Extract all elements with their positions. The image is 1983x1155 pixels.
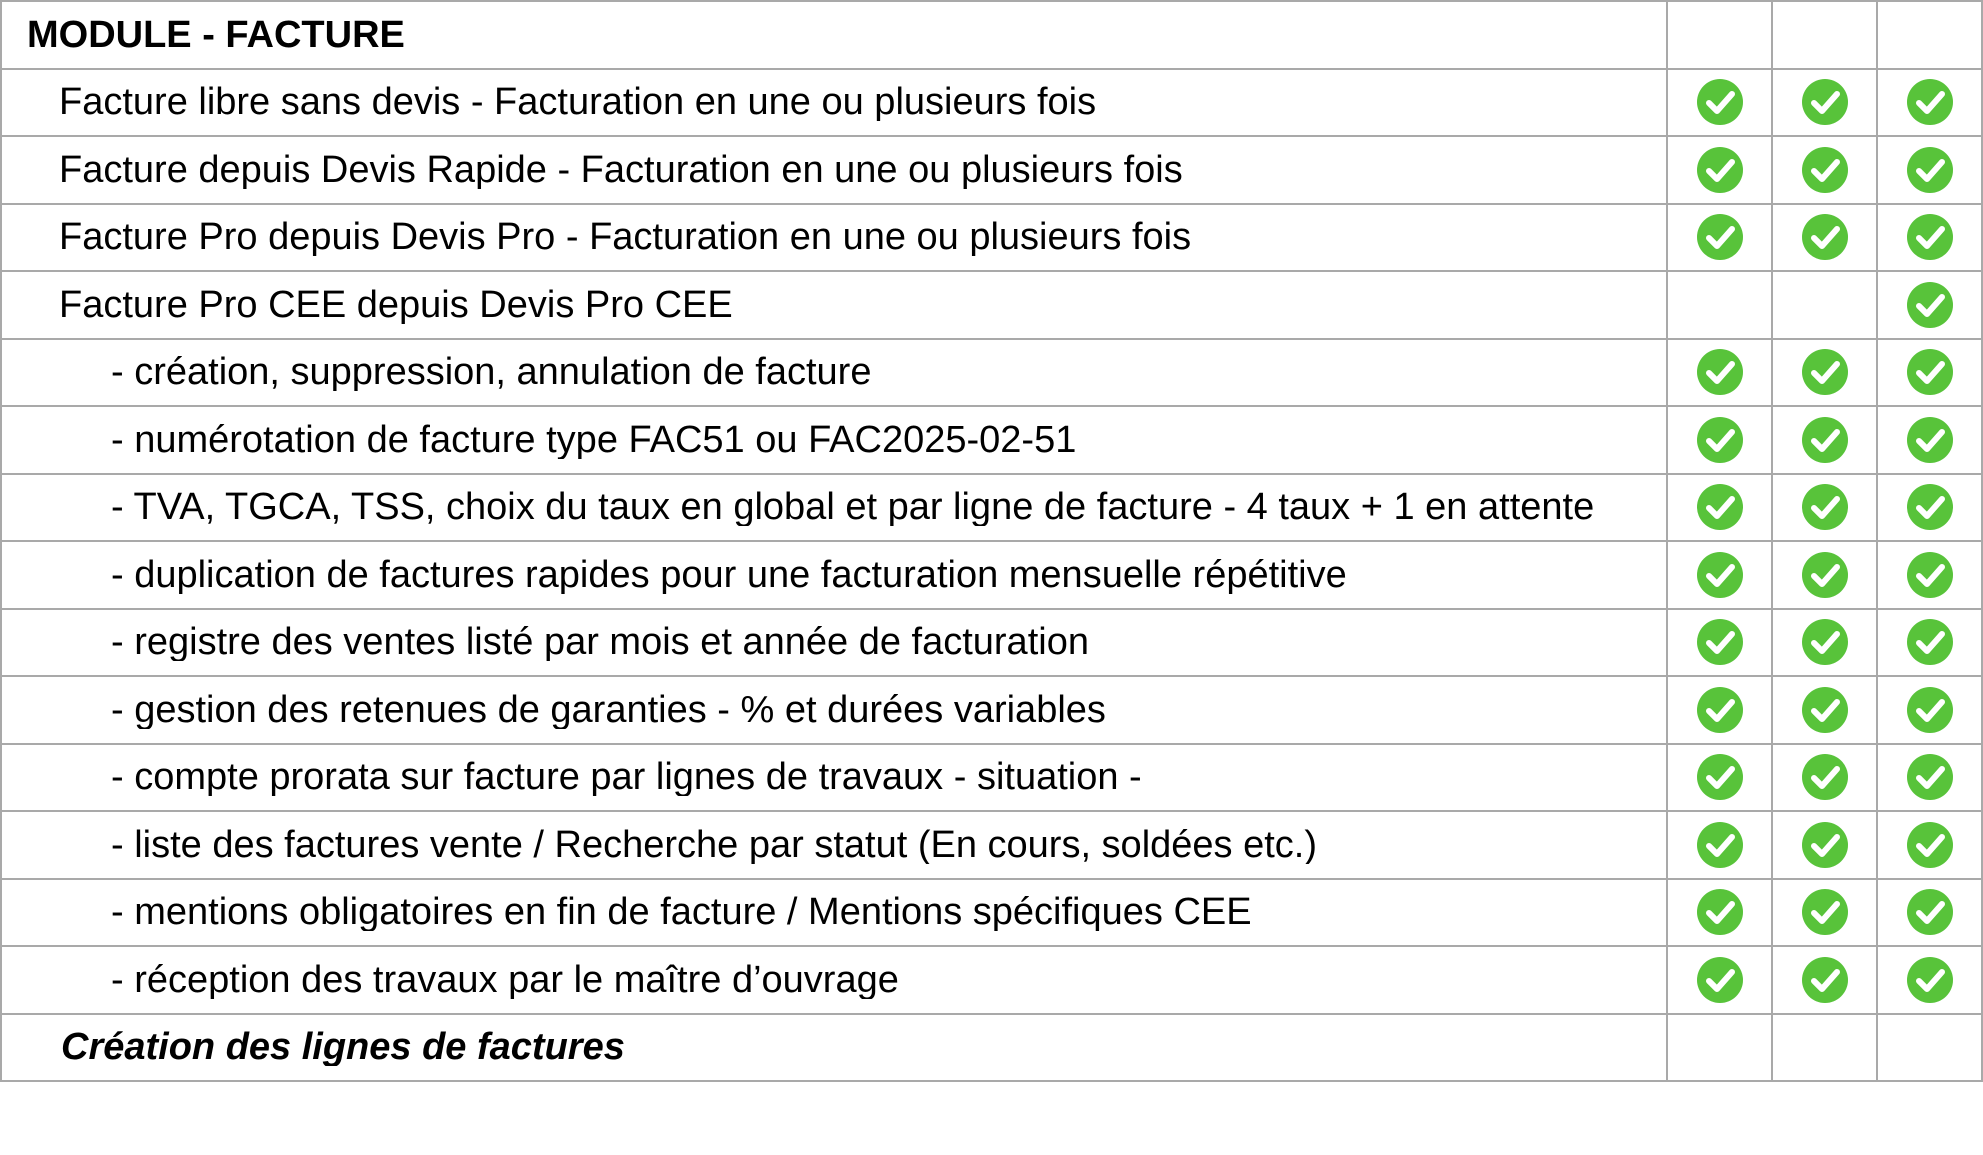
check-circle-icon xyxy=(1696,213,1744,261)
plan-1-cell xyxy=(1667,406,1772,474)
feature-label-cell xyxy=(1,541,1667,609)
module-title: MODULE - FACTURE xyxy=(27,15,405,54)
plan-3-cell xyxy=(1877,541,1982,609)
feature-label-cell xyxy=(1,406,1667,474)
feature-label-cell xyxy=(1,1014,1667,1082)
feature-label-cell xyxy=(1,474,1667,542)
plan-1-cell xyxy=(1667,69,1772,137)
feature-label: - duplication de factures rapides pour une facturation mensuelle répétitive xyxy=(111,555,1347,594)
check-circle-icon xyxy=(1906,618,1954,666)
plan-3-cell xyxy=(1877,946,1982,1014)
feature-label: - TVA, TGCA, TSS, choix du taux en global et par ligne de facture - 4 taux + 1 en attente xyxy=(111,488,1595,527)
check-circle-icon xyxy=(1696,888,1744,936)
table-row xyxy=(1,541,1982,609)
feature-label: Facture Pro depuis Devis Pro - Facturation en une ou plusieurs fois xyxy=(59,218,1192,257)
feature-label: - mentions obligatoires en fin de facture / Mentions spécifiques CEE xyxy=(111,893,1252,932)
table-row xyxy=(1,136,1982,204)
plan-1-cell xyxy=(1667,204,1772,272)
plan-3-cell xyxy=(1877,136,1982,204)
plan-2-cell xyxy=(1772,1,1877,69)
feature-label-cell xyxy=(1,811,1667,879)
plan-1-cell xyxy=(1667,676,1772,744)
plan-1-cell xyxy=(1667,271,1772,339)
plan-2-cell xyxy=(1772,946,1877,1014)
table-row xyxy=(1,406,1982,474)
section-header-row xyxy=(1,1014,1982,1082)
check-circle-icon xyxy=(1801,888,1849,936)
plan-3-cell xyxy=(1877,879,1982,947)
check-circle-icon xyxy=(1696,146,1744,194)
check-circle-icon xyxy=(1906,78,1954,126)
section-title: Création des lignes de factures xyxy=(61,1028,625,1067)
feature-label-cell xyxy=(1,1,1667,69)
check-circle-icon xyxy=(1801,348,1849,396)
plan-3-cell xyxy=(1877,204,1982,272)
check-circle-icon xyxy=(1906,146,1954,194)
check-circle-icon xyxy=(1801,753,1849,801)
plan-3-cell xyxy=(1877,69,1982,137)
feature-label: - compte prorata sur facture par lignes de travaux - situation - xyxy=(111,758,1142,797)
feature-label-cell xyxy=(1,204,1667,272)
plan-1-cell xyxy=(1667,1014,1772,1082)
feature-label: - numérotation de facture type FAC51 ou FAC2025-02-51 xyxy=(111,420,1077,459)
feature-label-cell xyxy=(1,136,1667,204)
feature-label: - réception des travaux par le maître d’ouvrage xyxy=(111,960,899,999)
check-circle-icon xyxy=(1906,281,1954,329)
check-circle-icon xyxy=(1696,483,1744,531)
feature-label: - gestion des retenues de garanties - % et durées variables xyxy=(111,690,1106,729)
feature-table-body xyxy=(1,1,1982,1081)
plan-3-cell xyxy=(1877,811,1982,879)
plan-2-cell xyxy=(1772,204,1877,272)
check-circle-icon xyxy=(1801,483,1849,531)
plan-2-cell xyxy=(1772,541,1877,609)
plan-3-cell xyxy=(1877,406,1982,474)
plan-3-cell xyxy=(1877,271,1982,339)
table-row xyxy=(1,474,1982,542)
feature-label: - liste des factures vente / Recherche par statut (En cours, soldées etc.) xyxy=(111,825,1317,864)
table-row xyxy=(1,744,1982,812)
table-row xyxy=(1,811,1982,879)
check-circle-icon xyxy=(1801,956,1849,1004)
check-circle-icon xyxy=(1906,686,1954,734)
check-circle-icon xyxy=(1906,483,1954,531)
plan-2-cell xyxy=(1772,879,1877,947)
feature-label-cell xyxy=(1,744,1667,812)
plan-3-cell xyxy=(1877,609,1982,677)
plan-1-cell xyxy=(1667,1,1772,69)
feature-label-cell xyxy=(1,339,1667,407)
plan-1-cell xyxy=(1667,541,1772,609)
plan-2-cell xyxy=(1772,1014,1877,1082)
check-circle-icon xyxy=(1906,753,1954,801)
feature-label-cell xyxy=(1,879,1667,947)
plan-1-cell xyxy=(1667,474,1772,542)
plan-3-cell xyxy=(1877,1,1982,69)
feature-label-cell xyxy=(1,946,1667,1014)
check-circle-icon xyxy=(1696,551,1744,599)
check-circle-icon xyxy=(1801,618,1849,666)
plan-2-cell xyxy=(1772,406,1877,474)
check-circle-icon xyxy=(1906,888,1954,936)
plan-1-cell xyxy=(1667,744,1772,812)
table-row xyxy=(1,271,1982,339)
table-row xyxy=(1,69,1982,137)
feature-label: - création, suppression, annulation de facture xyxy=(111,353,872,392)
table-row xyxy=(1,609,1982,677)
feature-label-cell xyxy=(1,609,1667,677)
check-circle-icon xyxy=(1906,821,1954,869)
check-circle-icon xyxy=(1696,956,1744,1004)
check-circle-icon xyxy=(1801,821,1849,869)
check-circle-icon xyxy=(1801,146,1849,194)
feature-label-cell xyxy=(1,676,1667,744)
plan-1-cell xyxy=(1667,339,1772,407)
plan-1-cell xyxy=(1667,946,1772,1014)
table-row xyxy=(1,204,1982,272)
plan-3-cell xyxy=(1877,744,1982,812)
plan-2-cell xyxy=(1772,69,1877,137)
check-circle-icon xyxy=(1696,821,1744,869)
check-circle-icon xyxy=(1696,618,1744,666)
plan-1-cell xyxy=(1667,136,1772,204)
plan-2-cell xyxy=(1772,339,1877,407)
plan-1-cell xyxy=(1667,879,1772,947)
plan-3-cell xyxy=(1877,339,1982,407)
plan-2-cell xyxy=(1772,474,1877,542)
feature-label-cell xyxy=(1,69,1667,137)
check-circle-icon xyxy=(1801,78,1849,126)
feature-label: - registre des ventes listé par mois et année de facturation xyxy=(111,623,1089,662)
table-row xyxy=(1,946,1982,1014)
plan-2-cell xyxy=(1772,811,1877,879)
feature-label: Facture depuis Devis Rapide - Facturation en une ou plusieurs fois xyxy=(59,150,1183,189)
check-circle-icon xyxy=(1906,348,1954,396)
check-circle-icon xyxy=(1906,416,1954,464)
table-row xyxy=(1,879,1982,947)
table-row xyxy=(1,339,1982,407)
plan-2-cell xyxy=(1772,676,1877,744)
plan-3-cell xyxy=(1877,474,1982,542)
check-circle-icon xyxy=(1906,956,1954,1004)
check-circle-icon xyxy=(1696,416,1744,464)
plan-2-cell xyxy=(1772,136,1877,204)
plan-3-cell xyxy=(1877,676,1982,744)
plan-3-cell xyxy=(1877,1014,1982,1082)
plan-1-cell xyxy=(1667,609,1772,677)
feature-label-cell xyxy=(1,271,1667,339)
plan-2-cell xyxy=(1772,744,1877,812)
plan-1-cell xyxy=(1667,811,1772,879)
check-circle-icon xyxy=(1801,551,1849,599)
check-circle-icon xyxy=(1906,551,1954,599)
plan-2-cell xyxy=(1772,609,1877,677)
module-header-row xyxy=(1,1,1982,69)
plan-2-cell xyxy=(1772,271,1877,339)
check-circle-icon xyxy=(1696,78,1744,126)
check-circle-icon xyxy=(1801,416,1849,464)
table-row xyxy=(1,676,1982,744)
check-circle-icon xyxy=(1906,213,1954,261)
check-circle-icon xyxy=(1696,348,1744,396)
check-circle-icon xyxy=(1696,686,1744,734)
check-circle-icon xyxy=(1801,686,1849,734)
feature-label: Facture Pro CEE depuis Devis Pro CEE xyxy=(59,285,733,324)
check-circle-icon xyxy=(1696,753,1744,801)
check-circle-icon xyxy=(1801,213,1849,261)
feature-label: Facture libre sans devis - Facturation en une ou plusieurs fois xyxy=(59,83,1097,122)
